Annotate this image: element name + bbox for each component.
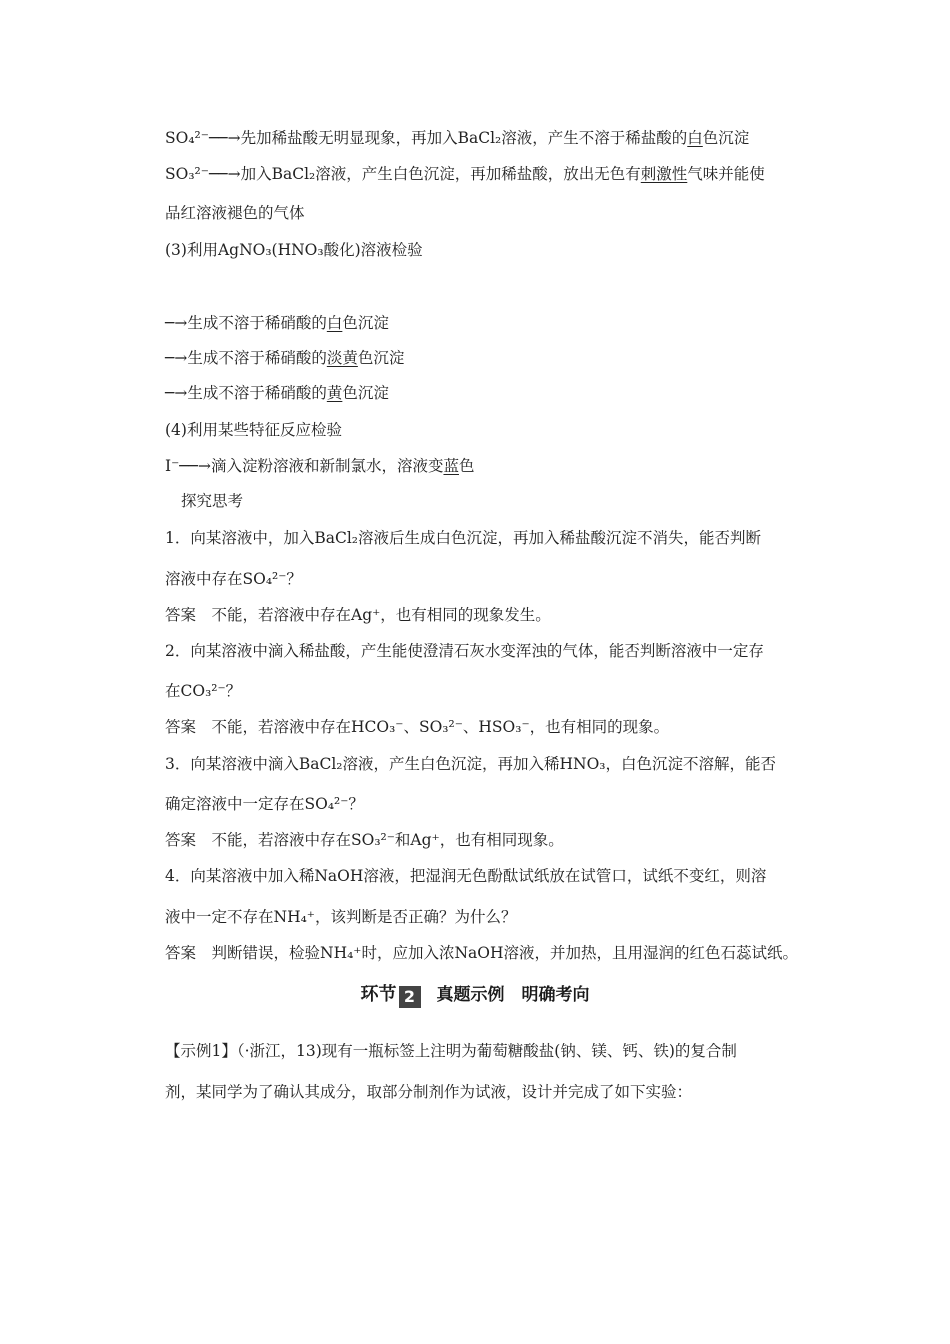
agno3-result-3	[165, 383, 389, 403]
so3-underlined-answer: 刺激性	[640, 165, 688, 183]
question-1-line-1: 1．向某溶液中，加入BaCl₂溶液后生成白色沉淀，再加入稀盐酸沉淀不消失，能否判断	[165, 529, 762, 547]
section4-title: (4)利用某些特征反应检验	[165, 421, 342, 439]
question-2-line-2: 在CO₃²⁻？	[165, 682, 242, 700]
result-3-underlined: 黄	[326, 384, 343, 402]
so3-test-line	[165, 164, 765, 184]
section-prefix: 环节	[360, 984, 397, 1005]
section-number-badge: 2	[399, 986, 421, 1008]
question-4-line-1: 4．向某溶液中加入稀NaOH溶液，把湿润无色酚酞试纸放在试管口，试纸不变红，则溶	[165, 867, 767, 885]
result-2-underlined: 淡黄	[326, 349, 358, 367]
section-heading	[0, 980, 950, 1008]
question-4-line-2: 液中一定不存在NH₄⁺，该判断是否正确？为什么？	[165, 908, 517, 926]
so3-ion-label: SO₃²⁻	[165, 165, 209, 183]
example-1-line-2: 剂，某同学为了确认其成分，取部分制剂作为试液，设计并完成了如下实验：	[165, 1083, 693, 1101]
so3-test-continuation: 品红溶液褪色的气体	[165, 204, 305, 222]
answer-2: 答案 不能，若溶液中存在HCO₃⁻、SO₃²⁻、HSO₃⁻，也有相同的现象。	[165, 718, 670, 736]
result-3-end: 色沉淀	[342, 384, 389, 402]
result-3-text: ─→生成不溶于稀硝酸的	[165, 384, 327, 402]
section3-title: (3)利用AgNO₃(HNO₃酸化)溶液检验	[165, 241, 423, 259]
so3-text: ──→加入BaCl₂溶液，产生白色沉淀，再加稀盐酸，放出无色有	[208, 165, 641, 183]
so4-test-line	[165, 128, 749, 148]
answer-4: 答案 判断错误，检验NH₄⁺时，应加入浓NaOH溶液，并加热，且用湿润的红色石蕊试纸。	[165, 944, 799, 962]
result-1-underlined: 白	[326, 314, 343, 332]
agno3-result-2	[165, 348, 404, 368]
question-2-line-1: 2．向某溶液中滴入稀盐酸，产生能使澄清石灰水变浑浊的气体，能否判断溶液中一定存	[165, 642, 764, 660]
explore-title: 探究思考	[181, 492, 244, 510]
example-1-line-1: 【示例1】（·浙江，13)现有一瓶标签上注明为葡萄糖酸盐(钠、镁、钙、铁)的复合制	[165, 1042, 737, 1060]
result-1-end: 色沉淀	[342, 314, 389, 332]
section-title: 真题示例 明确考向	[436, 985, 590, 1005]
iodide-end: 色	[458, 457, 475, 475]
iodide-test-line	[165, 456, 475, 476]
agno3-result-1	[165, 313, 389, 333]
answer-3: 答案 不能，若溶液中存在SO₃²⁻和Ag⁺，也有相同现象。	[165, 831, 564, 849]
so4-text: ──→先加稀盐酸无明显现象，再加入BaCl₂溶液，产生不溶于稀盐酸的	[208, 129, 688, 147]
so4-ion-label: SO₄²⁻	[165, 129, 209, 147]
question-1-line-2: 溶液中存在SO₄²⁻？	[165, 570, 302, 588]
iodide-text: I⁻──→滴入淀粉溶液和新制氯水，溶液变	[165, 457, 444, 475]
result-1-text: ─→生成不溶于稀硝酸的	[165, 314, 327, 332]
question-3-line-2: 确定溶液中一定存在SO₄²⁻？	[165, 795, 364, 813]
so4-text-end: 色沉淀	[702, 129, 750, 147]
question-3-line-1: 3．向某溶液中滴入BaCl₂溶液，产生白色沉淀，再加入稀HNO₃，白色沉淀不溶解，能否	[165, 755, 777, 773]
so4-underlined-answer: 白	[687, 129, 703, 147]
iodide-underlined: 蓝	[443, 457, 459, 475]
result-2-end: 色沉淀	[357, 349, 405, 367]
answer-1: 答案 不能，若溶液中存在Ag⁺，也有相同的现象发生。	[165, 606, 551, 624]
result-2-text: ─→生成不溶于稀硝酸的	[165, 349, 327, 367]
so3-text-end: 气味并能使	[687, 165, 765, 183]
